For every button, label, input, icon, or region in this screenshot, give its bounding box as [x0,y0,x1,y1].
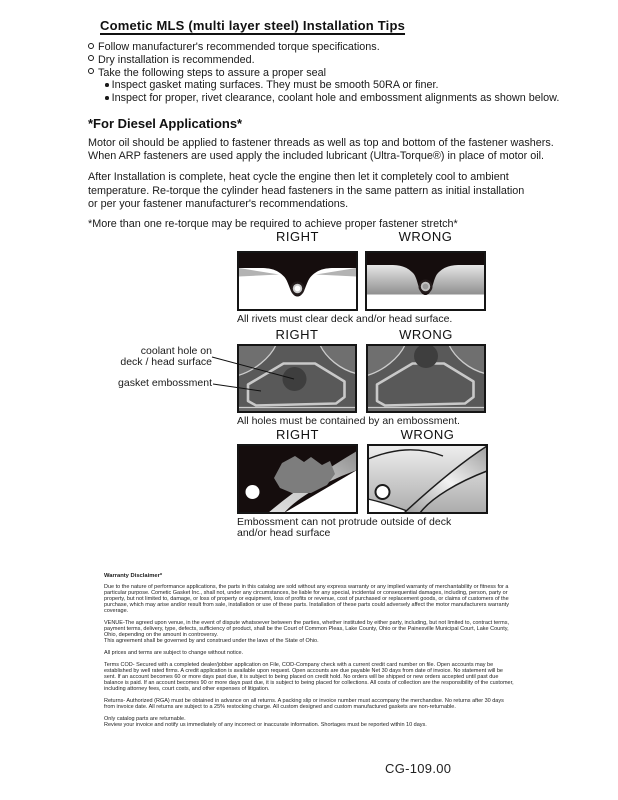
diagram-labels [237,328,486,342]
page-title: Cometic MLS (multi layer steel) Installation Tips [100,18,406,33]
tip-item [88,41,548,54]
paragraph-line: temperature. Re-torque the cylinder head fasteners in the same pattern as initial installation [88,184,525,197]
hole-caption: All holes must be contained by an embossment. [237,415,460,427]
retorque-note: *More than one re-torque may be required to achieve proper fastener stretch* [88,218,458,230]
wrong-label: WRONG [399,327,453,342]
tip-sub-item [105,79,548,92]
right-label: RIGHT [276,229,319,244]
protrusion-caption [237,517,488,539]
legal-paragraph: Returns- Authorized (RGA) must be obtained in advance on all returns. A packing slip or invoice number must accompany the merchandise. No returns after 30 days from invoice date. All returns are subject to a 25% restocking charge. All custom designed and custom manufactured gaskets are non-returnable. [104,698,504,710]
rivet-clearance-wrong-diagram [365,251,486,311]
tip-sub-item [105,92,560,105]
tip-text: Inspect for proper, rivet clearance, coolant hole and embossment alignments as shown below. [111,92,560,105]
legal-paragraph: Due to the nature of performance applications, the parts in this catalog are sold without any express warranty or any implied warranty of merchantability or fitness for a particular purpose. Cometic Gasket Inc., shall not, under any circumstances, be liable for any special, incidental or consequential damages, including, person, party or property, but not limited to, damage, or loss of property or equipment, loss of profits or revenue, cost of purchased or replacement goods, or claims of customers of the purchase, which may arise and/or result from sale, installation or use of these parts. Installation of these parts could adversely affect the motor manufacturers warranty coverage. [104,584,509,614]
caption-line: and/or head surface [237,527,331,539]
diagram-row-embossment-protrusion [237,428,488,539]
catalog-page-code: CG-109.00 [385,761,452,776]
tip-text: Inspect gasket mating surfaces. They must be smooth 50RA or finer. [111,79,439,92]
diagram-row-rivets [237,230,486,325]
annotation-gasket-embossment [100,378,212,389]
annotation-line: deck / head surface [120,356,212,368]
wrong-label: WRONG [400,427,455,442]
paragraph-line: When ARP fasteners are used apply the included lubricant (Ultra-Torque®) in place of motor oil. [88,150,545,163]
tip-text: Take the following steps to assure a proper seal [98,66,327,79]
legal-paragraph: All prices and terms are subject to change without notice. [104,650,244,656]
diagram-labels [237,428,488,442]
diagram-panels [237,344,486,413]
tip-text: Follow manufacturer's recommended torque specifications. [98,41,380,53]
right-label: RIGHT [276,427,319,442]
open-bullet-icon [88,55,94,61]
installation-tips-section [88,18,560,231]
diesel-paragraph-2 [88,171,548,211]
right-label: RIGHT [275,327,319,342]
legal-paragraph: This agreement shall be governed by and construed under the laws of the State of Ohio. [104,638,319,644]
paragraph-line: After Installation is complete, heat cycle the engine then let it completely cool to ambient [88,171,509,184]
diesel-paragraph-1 [88,136,554,163]
caption-line: Embossment can not protrude outside of deck [237,516,452,528]
annotation-line: gasket embossment [118,377,212,389]
filled-bullet-icon [105,96,109,100]
tip-item [88,54,548,67]
filled-bullet-icon [105,83,109,87]
annotation-line: coolant hole on [140,345,212,357]
diagram-panels [237,251,486,311]
diesel-applications-heading: *For Diesel Applications* [88,115,243,131]
diagram-panels [237,444,488,514]
warranty-disclaimer [104,573,514,734]
hole-contained-right-diagram [237,344,357,413]
hole-contained-wrong-diagram [366,344,486,413]
rivet-caption: All rivets must clear deck and/or head surface. [237,313,453,325]
paragraph-line: Motor oil should be applied to fastener threads as well as top and bottom of the fastener washers. [88,136,554,149]
protrusion-wrong-diagram [367,444,488,514]
diagram-row-embossment-holes [237,328,486,427]
paragraph-line: or per your fastener manufacturer's recommendations. [88,197,349,210]
warranty-heading: Warranty Disclaimer* [104,573,163,579]
diagram-labels [237,230,486,244]
open-bullet-icon [88,43,94,49]
annotation-coolant-hole [100,346,212,368]
open-bullet-icon [88,68,94,74]
legal-paragraph: Review your invoice and notify us immediately of any incorrect or inaccurate information. Shortages must be reported within 10 days. [104,722,427,728]
tip-item [88,67,548,80]
legal-paragraph: VENUE-The agreed upon venue, in the event of dispute whatsoever between the parties, whether instituted by either party, including, but not limited to, contract terms, payment terms, delivery, type, defects, sufficiency of product, shall be the Court of Common Pleas, Lake County, Ohio or the Painesville Municipal Court, Lake County, Ohio, depending on the amount in controversy. [104,620,509,638]
legal-paragraph: Only catalog parts are returnable. [104,716,186,722]
wrong-label: WRONG [398,229,453,244]
legal-paragraph: Terms COD- Secured with a completed dealer/jobber application on File, COD-Company check with a current credit card number on file. Open accounts may be established by well rated firms. A credit application is available upon request. Open accounts are due payable Net 30 days from date of invoice. No statement will be sent. If an account becomes 60 or more days past due, it is subject to being placed on credit hold. No orders will be shipped or new orders accepted until past due balance is paid. If an account becomes 90 or more days past due, it is subject to being placed for collections. All costs of collection are the responsibility of the customer, including attorney fees, court costs, and other expenses of litigation. [104,662,514,692]
protrusion-right-diagram [237,444,358,514]
tip-text: Dry installation is recommended. [98,53,255,66]
rivet-clearance-right-diagram [237,251,358,311]
